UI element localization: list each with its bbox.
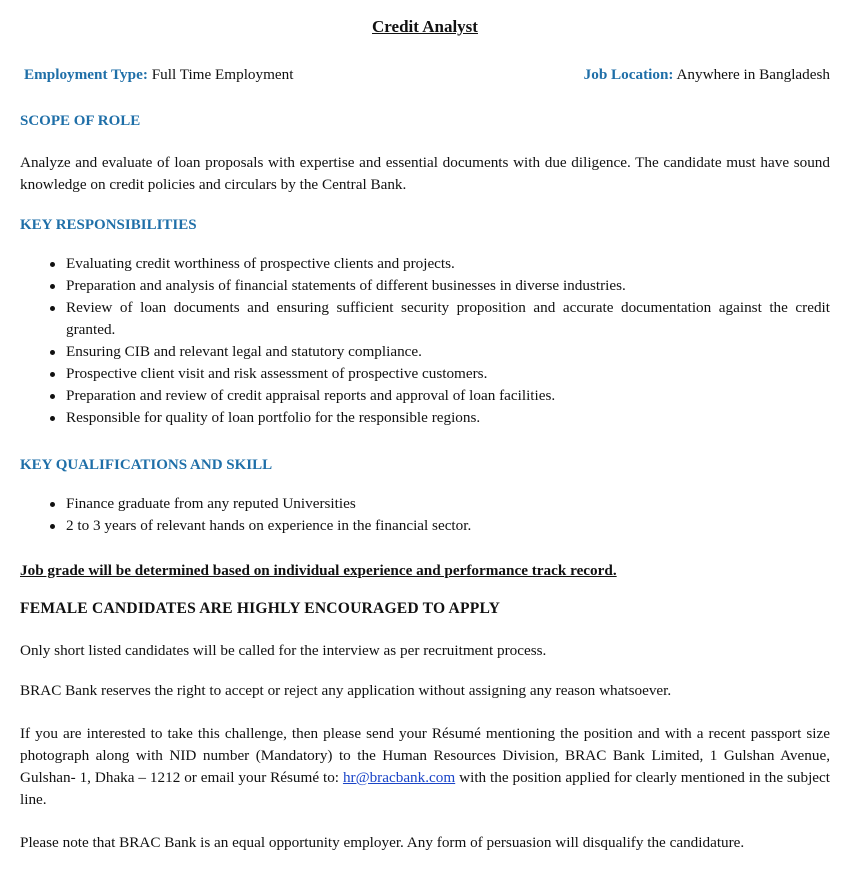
qualifications-heading: KEY QUALIFICATIONS AND SKILL xyxy=(20,457,273,473)
application-text-end: with the position applied for clearly mentioned in the subject line. xyxy=(20,769,831,808)
list-item: Evaluating credit worthiness of prospective clients and projects. xyxy=(48,253,830,275)
job-grade-note: Job grade will be determined based on individual experience and performance track record. xyxy=(20,562,617,579)
employment-type xyxy=(24,64,293,86)
list-item: Preparation and analysis of financial statements of different businesses in diverse industries. xyxy=(48,275,830,297)
female-candidates-note: FEMALE CANDIDATES ARE HIGHLY ENCOURAGED TO APPLY xyxy=(20,600,501,617)
application-text: If you are interested to take this challenge, then please send your Résumé mentioning the position and with a recent passport size photograph along with NID number (Mandatory) to the Human Resources Division, BRAC Bank Limited, 1 Gulshan Avenue, Gulshan- 1, Dhaka – 1212 or email your Résumé to: xyxy=(20,725,830,786)
list-item: 2 to 3 years of relevant hands on experience in the financial sector. xyxy=(48,515,830,537)
job-location-label: Job Location: xyxy=(583,66,674,83)
list-item: Ensuring CIB and relevant legal and statutory compliance. xyxy=(48,341,830,363)
responsibilities-list xyxy=(48,253,830,429)
list-item: Review of loan documents and ensuring sufficient security proposition and accurate documentation against the credit granted. xyxy=(48,297,830,341)
list-item: Responsible for quality of loan portfolio for the responsible regions. xyxy=(48,407,830,429)
application-instructions xyxy=(20,723,830,811)
list-item: Finance graduate from any reputed Universities xyxy=(48,493,830,515)
list-item: Preparation and review of credit appraisal reports and approval of loan facilities. xyxy=(48,385,830,407)
job-location-value: Anywhere in Bangladesh xyxy=(676,66,830,83)
job-meta-row xyxy=(24,64,830,86)
page-title: Credit Analyst xyxy=(372,17,478,36)
responsibilities-heading: KEY RESPONSIBILITIES xyxy=(20,217,197,233)
scope-heading: SCOPE OF ROLE xyxy=(20,113,141,129)
scope-text: Analyze and evaluate of loan proposals with expertise and essential documents with due diligence. The candidate must have sound knowledge on credit policies and circulars by the Central Bank. xyxy=(20,154,830,193)
equal-opportunity-note: Please note that BRAC Bank is an equal opportunity employer. Any form of persuasion will disqualify the candidature. xyxy=(20,834,745,851)
employment-type-value: Full Time Employment xyxy=(151,66,294,83)
employment-type-label: Employment Type: xyxy=(24,66,148,83)
reserve-right-note: BRAC Bank reserves the right to accept or reject any application without assigning any reason whatsoever. xyxy=(20,682,672,699)
shortlist-note: Only short listed candidates will be called for the interview as per recruitment process. xyxy=(20,642,547,659)
email-link[interactable]: hr@bracbank.com xyxy=(342,769,456,786)
list-item: Prospective client visit and risk assessment of prospective customers. xyxy=(48,363,830,385)
qualifications-list xyxy=(48,493,830,537)
job-location xyxy=(584,64,830,86)
